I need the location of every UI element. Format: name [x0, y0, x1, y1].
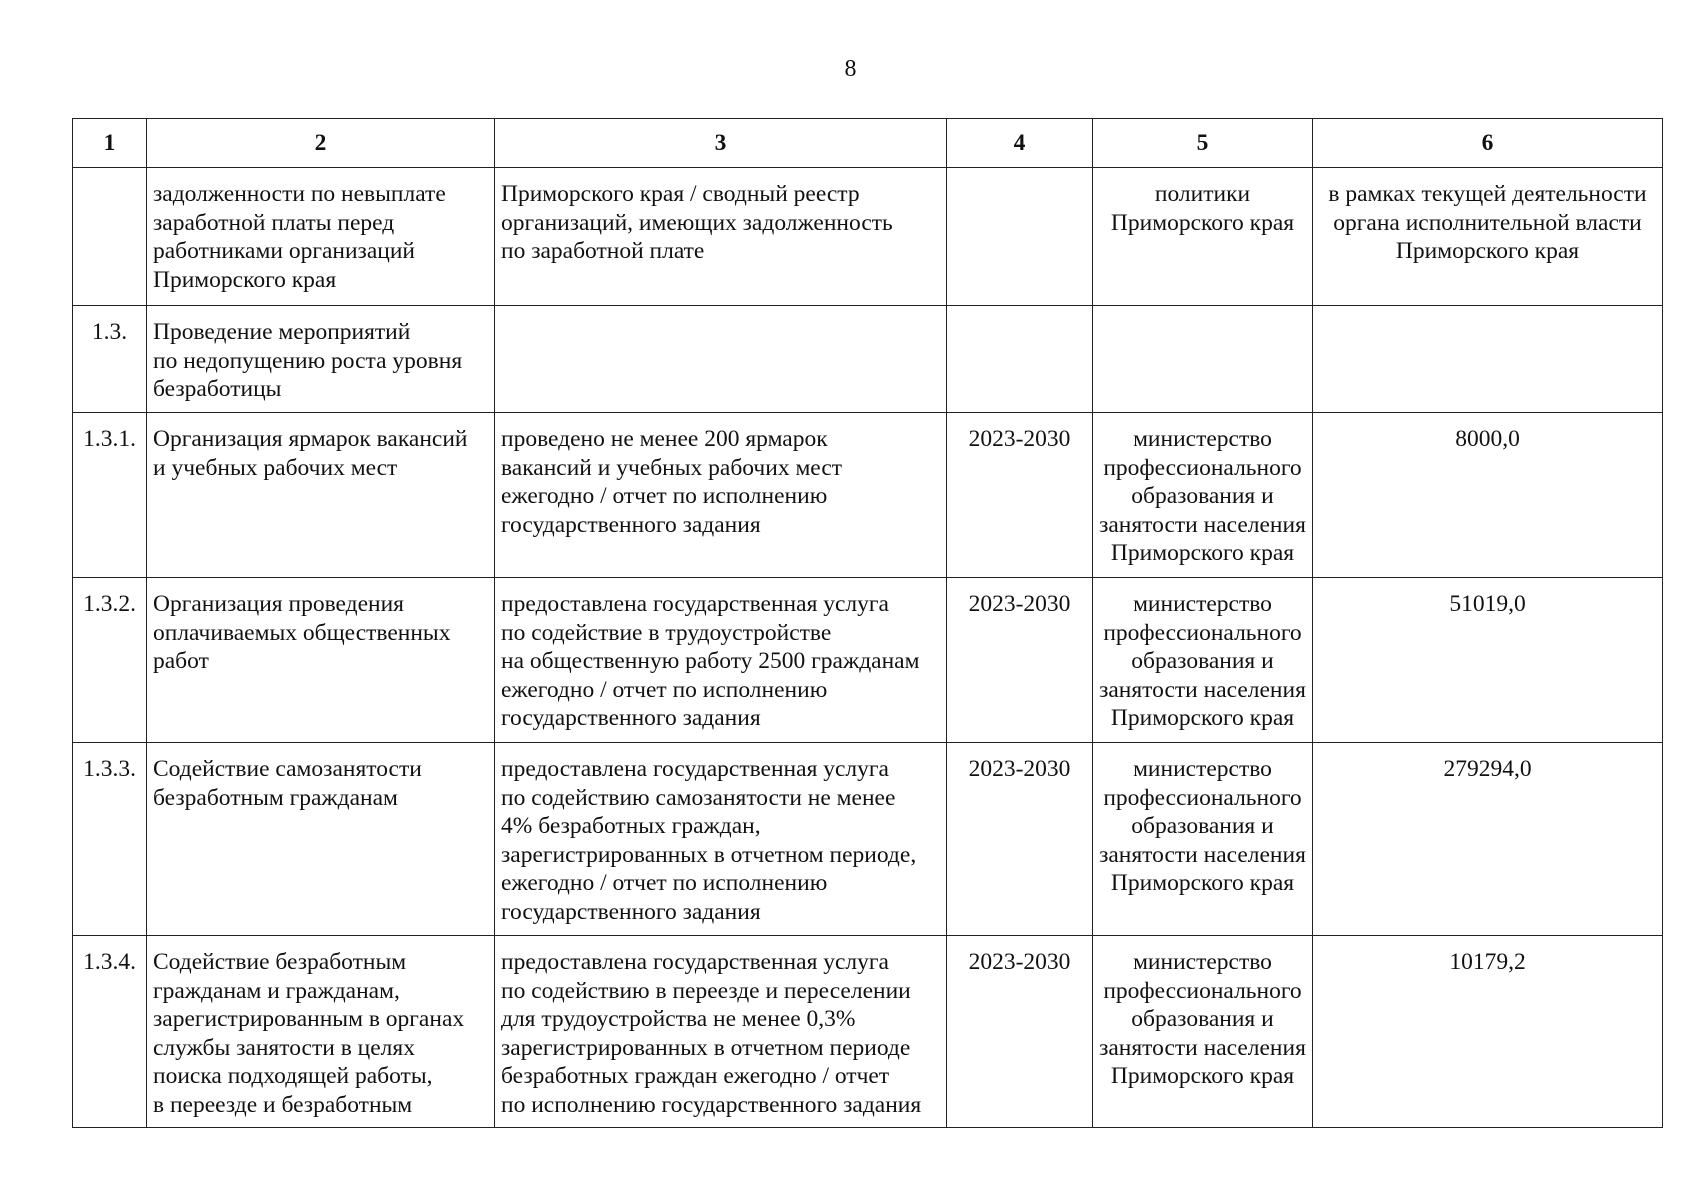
page-number: 8	[844, 56, 857, 82]
expected-result: предоставлена государственная услуга по содействию самозанятости не менее 4% безработных граждан, зарегистрированных в отчетном периоде, ежегодно / отчет по исполнению государственного задания	[495, 743, 947, 936]
table-row	[73, 306, 1663, 413]
measure-name: задолженности по невыплате заработной платы перед работниками организаций Приморского края	[147, 168, 495, 306]
column-header-1: 1	[73, 119, 147, 168]
period: 2023-2030	[947, 413, 1093, 578]
column-header-3: 3	[495, 119, 947, 168]
expected-result	[495, 306, 947, 413]
column-header-4: 4	[947, 119, 1093, 168]
funding-amount: 8000,0	[1313, 413, 1663, 578]
period: 2023-2030	[947, 578, 1093, 743]
table-row	[73, 578, 1663, 743]
responsible-executor: министерство профессионального образования и занятости населения Приморского края	[1093, 936, 1313, 1128]
table-row	[73, 413, 1663, 578]
period: 2023-2030	[947, 936, 1093, 1128]
responsible-executor: министерство профессионального образования и занятости населения Приморского края	[1093, 578, 1313, 743]
responsible-executor	[1093, 306, 1313, 413]
header-row	[73, 119, 1663, 168]
measure-name: Содействие самозанятости безработным гражданам	[147, 743, 495, 936]
table-row	[73, 936, 1663, 1128]
measure-name: Организация проведения оплачиваемых общественных работ	[147, 578, 495, 743]
funding-amount: в рамках текущей деятельности органа исполнительной власти Приморского края	[1313, 168, 1663, 306]
measure-name: Проведение мероприятий по недопущению роста уровня безработицы	[147, 306, 495, 413]
table-row	[73, 168, 1663, 306]
expected-result: предоставлена государственная услуга по содействию в переезде и переселении для трудоустройства не менее 0,3% зарегистрированных в отчетном периоде безработных граждан ежегодно / отчет по исполнению государственного задания	[495, 936, 947, 1128]
funding-amount: 51019,0	[1313, 578, 1663, 743]
expected-result: Приморского края / сводный реестр организаций, имеющих задолженность по заработной плате	[495, 168, 947, 306]
period	[947, 168, 1093, 306]
row-number: 1.3.	[73, 306, 147, 413]
funding-amount: 279294,0	[1313, 743, 1663, 936]
row-number: 1.3.4.	[73, 936, 147, 1128]
column-header-6: 6	[1313, 119, 1663, 168]
measure-name: Организация ярмарок вакансий и учебных рабочих мест	[147, 413, 495, 578]
row-number: 1.3.1.	[73, 413, 147, 578]
responsible-executor: министерство профессионального образования и занятости населения Приморского края	[1093, 413, 1313, 578]
period	[947, 306, 1093, 413]
responsible-executor: министерство профессионального образования и занятости населения Приморского края	[1093, 743, 1313, 936]
column-header-5: 5	[1093, 119, 1313, 168]
responsible-executor: политики Приморского края	[1093, 168, 1313, 306]
period: 2023-2030	[947, 743, 1093, 936]
expected-result: проведено не менее 200 ярмарок вакансий и учебных рабочих мест ежегодно / отчет по исполнению государственного задания	[495, 413, 947, 578]
funding-amount	[1313, 306, 1663, 413]
column-header-2: 2	[147, 119, 495, 168]
funding-amount: 10179,2	[1313, 936, 1663, 1128]
table-row	[73, 743, 1663, 936]
program-table	[72, 118, 1663, 1128]
measure-name: Содействие безработным гражданам и гражданам, зарегистрированным в органах службы занятости в целях поиска подходящей работы, в переезде и безработным	[147, 936, 495, 1128]
row-number	[73, 168, 147, 306]
row-number: 1.3.2.	[73, 578, 147, 743]
row-number: 1.3.3.	[73, 743, 147, 936]
expected-result: предоставлена государственная услуга по содействие в трудоустройстве на общественную работу 2500 гражданам ежегодно / отчет по исполнению государственного задания	[495, 578, 947, 743]
